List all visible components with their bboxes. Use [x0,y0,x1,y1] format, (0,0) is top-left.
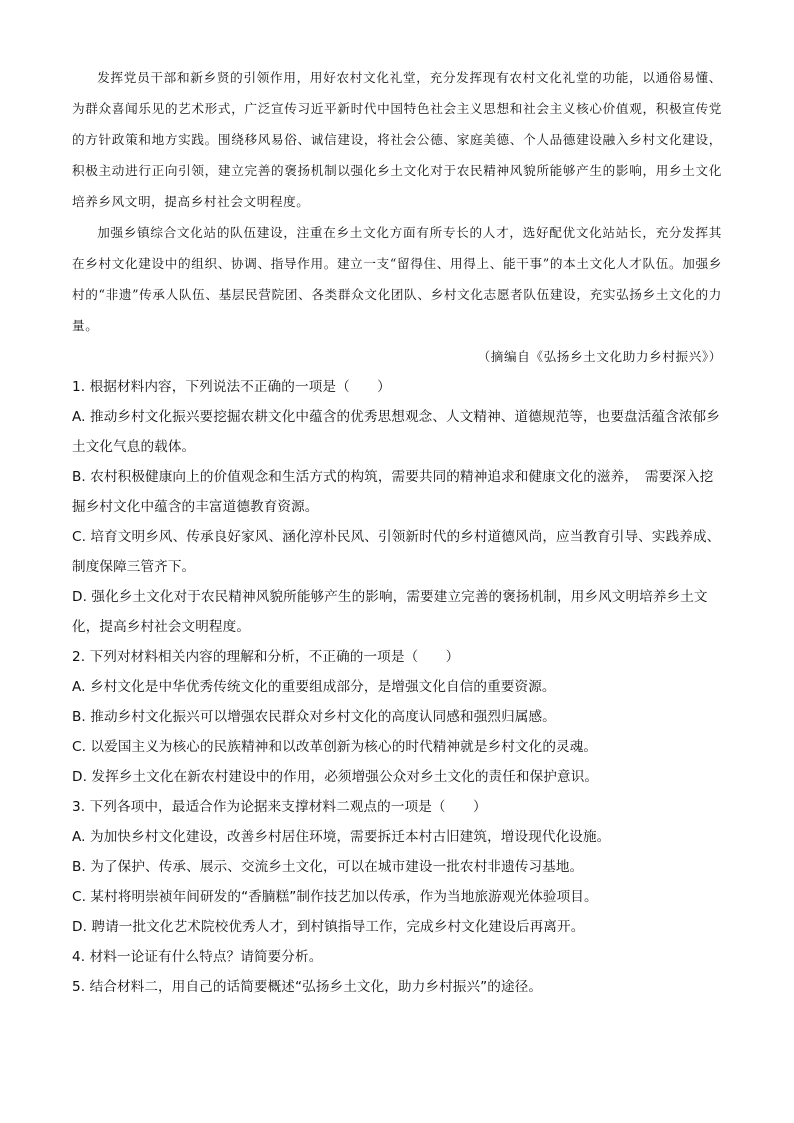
passage-paragraph: 加强乡镇综合文化站的队伍建设，注重在乡土文化方面有所专长的人才，选好配优文化站站长，充分发挥其在乡村文化建设中的组织、协调、指导作用。建立一支“留得住、用得上、能干事”的本土文化人才队伍。加强乡村的“非遗”传承人队伍、基层民营院团、各类群众文化团队、乡村文化志愿者队伍建设，充实弘扬乡土文化的力量。 [72,225,722,333]
question-3-option-b: B. 为了保护、传承、展示、交流乡土文化，可以在城市建设一批农村非遗传习基地。 [72,859,584,875]
question-1-option-a: A. 推动乡村文化振兴要挖掘农耕文化中蕴含的优秀思想观念、人文精神、道德规范等，也要盘活蕴含浓郁乡土文化气息的载体。 [72,409,720,455]
question-1-stem: 1. 根据材料内容，下列说法不正确的一项是（ ） [72,379,391,395]
question-3-stem: 3. 下列各项中，最适合作为论据来支撑材料二观点的一项是（ ） [72,799,487,815]
question-5-stem: 5. 结合材料二，用自己的话简要概述“弘扬乡土文化，助力乡村振兴”的途径。 [72,979,543,995]
passage-paragraph: 发挥党员干部和新乡贤的引领作用，用好农村文化礼堂，充分发挥现有农村文化礼堂的功能，以通俗易懂、为群众喜闻乐见的艺术形式，广泛宣传习近平新时代中国特色社会主义思想和社会主义核心价值观，积极宣传党的方针政策和地方实践。围绕移风易俗、诚信建设，将社会公德、家庭美德、个人品德建设融入乡村文化建设，积极主动进行正向引领，建立完善的褒扬机制以强化乡土文化对于农民精神风貌所能够产生的影响，用乡土文化培养乡风文明，提高乡村社会文明程度。 [72,70,722,209]
document-page [72,62,722,1002]
question-2-option-d: D. 发挥乡土文化在新农村建设中的作用，必须增强公众对乡土文化的责任和保护意识。 [72,769,599,785]
question-2-option-c: C. 以爱国主义为核心的民族精神和以改革创新为核心的时代精神就是乡村文化的灵魂。 [72,739,598,755]
question-3-option-c: C. 某村将明崇祯年间研发的“香腩糕”制作技艺加以传承，作为当地旅游观光体验项目。 [72,889,598,905]
question-1-option-b: B. 农村积极健康向上的价值观念和生活方式的构筑，需要共同的精神追求和健康文化的滋养， 需要深入挖掘乡村文化中蕴含的丰富道德教育资源。 [72,469,714,515]
question-4-stem: 4. 材料一论证有什么特点？请简要分析。 [72,949,323,965]
question-2-option-b: B. 推动乡村文化振兴可以增强农民群众对乡村文化的高度认同感和强烈归属感。 [72,709,556,725]
question-1-option-d: D. 强化乡土文化对于农民精神风貌所能够产生的影响，需要建立完善的褒扬机制，用乡风文明培养乡土文化，提高乡村社会文明程度。 [72,589,708,635]
question-list [72,372,722,1002]
reading-passage [72,62,722,372]
question-2-option-a: A. 乡村文化是中华优秀传统文化的重要组成部分，是增强文化自信的重要资源。 [72,679,556,695]
question-3-option-a: A. 为加快乡村文化建设，改善乡村居住环境，需要拆迁本村古旧建筑，增设现代化设施。 [72,829,611,845]
passage-source: （摘编自《弘扬乡土文化助力乡村振兴》） [477,349,722,364]
question-3-option-d: D. 聘请一批文化艺术院校优秀人才，到村镇指导工作，完成乡村文化建设后再离开。 [72,919,585,935]
question-2-stem: 2. 下列对材料相关内容的理解和分析，不正确的一项是（ ） [72,649,460,665]
question-1-option-c: C. 培育文明乡风、传承良好家风、涵化淳朴民风、引领新时代的乡村道德风尚，应当教育引导、实践养成、制度保障三管齐下。 [72,529,721,575]
